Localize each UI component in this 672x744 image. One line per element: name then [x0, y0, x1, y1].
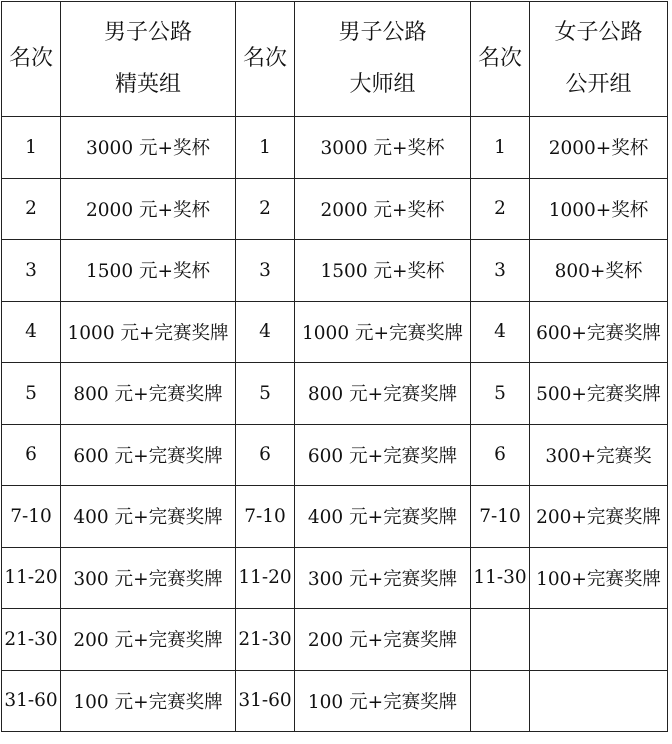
- rank-cell: 2: [471, 178, 530, 240]
- prize-cell: 600+完赛奖牌: [530, 301, 668, 363]
- rank-cell: 2: [2, 178, 61, 240]
- rank-cell: 1: [471, 117, 530, 179]
- prize-cell: 100 元+完赛奖牌: [295, 670, 471, 732]
- prize-cell: 1500 元+奖杯: [295, 240, 471, 302]
- rank-cell: 3: [236, 240, 295, 302]
- prize-cell: 1500 元+奖杯: [61, 240, 236, 302]
- rank-cell: 3: [2, 240, 61, 302]
- rank-cell: 6: [236, 424, 295, 486]
- prize-cell: 400 元+完赛奖牌: [61, 486, 236, 548]
- rank-cell: 2: [236, 178, 295, 240]
- rank-cell: 7-10: [236, 486, 295, 548]
- rank-cell-empty: [471, 670, 530, 732]
- prize-cell: 3000 元+奖杯: [295, 117, 471, 179]
- rank-cell: 6: [2, 424, 61, 486]
- prize-cell: 800+奖杯: [530, 240, 668, 302]
- rank-cell: 1: [236, 117, 295, 179]
- table-row: [2, 609, 668, 671]
- prize-cell-empty: [530, 609, 668, 671]
- table-row: [2, 424, 668, 486]
- rank-cell: 4: [471, 301, 530, 363]
- table-row: [2, 240, 668, 302]
- prize-cell: 1000 元+完赛奖牌: [295, 301, 471, 363]
- prize-cell: 600 元+完赛奖牌: [61, 424, 236, 486]
- header-men-master-line2: 大师组: [349, 72, 416, 97]
- prize-cell: 800 元+完赛奖牌: [295, 363, 471, 425]
- prize-cell: 100 元+完赛奖牌: [61, 670, 236, 732]
- rank-cell: 6: [471, 424, 530, 486]
- rank-header-label: 名次: [8, 46, 53, 71]
- header-women-open-line2: 公开组: [565, 72, 632, 97]
- prize-cell: 200+完赛奖牌: [530, 486, 668, 548]
- table-row: [2, 547, 668, 609]
- prize-cell: 300 元+完赛奖牌: [61, 547, 236, 609]
- table-header: [2, 2, 668, 117]
- prize-table: [1, 1, 668, 732]
- rank-cell: 31-60: [2, 670, 61, 732]
- prize-cell: 300 元+完赛奖牌: [295, 547, 471, 609]
- header-men-elite: [61, 2, 236, 117]
- prize-cell: 3000 元+奖杯: [61, 117, 236, 179]
- prize-cell: 2000 元+奖杯: [61, 178, 236, 240]
- table-row: [2, 486, 668, 548]
- rank-cell: 5: [236, 363, 295, 425]
- prize-cell: 100+完赛奖牌: [530, 547, 668, 609]
- rank-cell: 11-20: [236, 547, 295, 609]
- header-men-master: [295, 2, 471, 117]
- table-row: [2, 301, 668, 363]
- rank-cell: 3: [471, 240, 530, 302]
- header-rank-women-open: [471, 2, 530, 117]
- prize-cell: 600 元+完赛奖牌: [295, 424, 471, 486]
- table-row: [2, 178, 668, 240]
- header-row: [2, 2, 668, 117]
- prize-cell: 2000 元+奖杯: [295, 178, 471, 240]
- rank-cell: 11-30: [471, 547, 530, 609]
- rank-header-label: 名次: [242, 46, 287, 71]
- rank-cell: 21-30: [2, 609, 61, 671]
- header-rank-men-elite: [2, 2, 61, 117]
- header-women-open-line1: 女子公路: [554, 20, 643, 45]
- prize-cell: 800 元+完赛奖牌: [61, 363, 236, 425]
- prize-cell: 1000+奖杯: [530, 178, 668, 240]
- rank-cell: 1: [2, 117, 61, 179]
- header-rank-men-master: [236, 2, 295, 117]
- header-men-master-line1: 男子公路: [338, 20, 427, 45]
- table-row: [2, 117, 668, 179]
- rank-cell: 5: [471, 363, 530, 425]
- prize-cell: 2000+奖杯: [530, 117, 668, 179]
- rank-cell: 7-10: [471, 486, 530, 548]
- prize-cell-empty: [530, 670, 668, 732]
- header-men-elite-line2: 精英组: [114, 72, 181, 97]
- header-women-open: [530, 2, 668, 117]
- rank-header-label: 名次: [477, 46, 522, 71]
- table-row: [2, 670, 668, 732]
- rank-cell: 21-30: [236, 609, 295, 671]
- rank-cell: 31-60: [236, 670, 295, 732]
- rank-cell: 11-20: [2, 547, 61, 609]
- rank-cell: 4: [236, 301, 295, 363]
- header-men-elite-line1: 男子公路: [103, 20, 192, 45]
- prize-cell: 400 元+完赛奖牌: [295, 486, 471, 548]
- table-row: [2, 363, 668, 425]
- prize-cell: 200 元+完赛奖牌: [61, 609, 236, 671]
- prize-cell: 500+完赛奖牌: [530, 363, 668, 425]
- table-body: [2, 117, 668, 732]
- rank-cell: 4: [2, 301, 61, 363]
- prize-cell: 1000 元+完赛奖牌: [61, 301, 236, 363]
- prize-cell: 200 元+完赛奖牌: [295, 609, 471, 671]
- rank-cell: 5: [2, 363, 61, 425]
- prize-cell: 300+完赛奖: [530, 424, 668, 486]
- rank-cell: 7-10: [2, 486, 61, 548]
- rank-cell-empty: [471, 609, 530, 671]
